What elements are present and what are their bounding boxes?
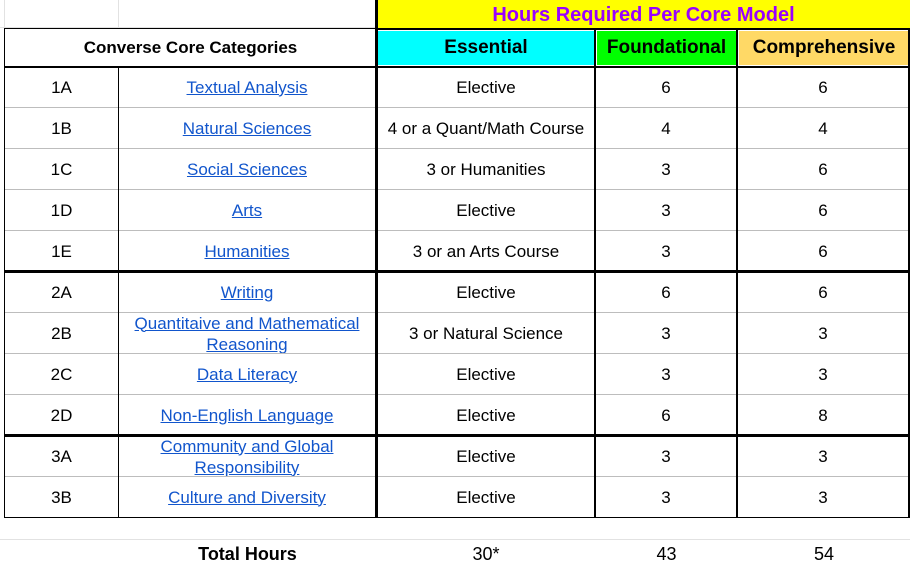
row-foundational-value[interactable]: 6: [661, 77, 671, 97]
row-foundational-value[interactable]: 3: [661, 159, 671, 179]
border-line: [376, 28, 910, 30]
gridline: [4, 0, 5, 28]
row-essential-value[interactable]: 3 or Natural Science: [408, 323, 564, 343]
row-category-link[interactable]: Textual Analysis: [186, 77, 308, 97]
total-hours-label[interactable]: Total Hours: [198, 543, 297, 564]
row-category-link[interactable]: Non-English Language: [160, 405, 334, 425]
row-comprehensive-value[interactable]: 6: [818, 241, 828, 261]
row-essential-value[interactable]: Elective: [456, 77, 516, 97]
row-foundational-value[interactable]: 3: [661, 323, 671, 343]
row-category-link[interactable]: Humanities: [204, 241, 290, 261]
essential-header[interactable]: Essential: [378, 31, 594, 65]
row-comprehensive-value[interactable]: 6: [818, 200, 828, 220]
row-category-link[interactable]: Natural Sciences: [182, 118, 312, 138]
row-foundational-value[interactable]: 3: [661, 487, 671, 507]
row-comprehensive-value[interactable]: 4: [818, 118, 828, 138]
row-foundational-value[interactable]: 3: [661, 364, 671, 384]
row-essential-value[interactable]: Elective: [456, 200, 516, 220]
row-foundational-value[interactable]: 3: [661, 200, 671, 220]
foundational-header[interactable]: Foundational: [597, 31, 736, 65]
row-category-link[interactable]: Arts: [231, 200, 263, 220]
row-essential-value[interactable]: 3 or Humanities: [426, 159, 546, 179]
row-comprehensive-value[interactable]: 3: [818, 364, 828, 384]
row-category-link[interactable]: Writing: [220, 282, 274, 302]
row-comprehensive-value[interactable]: 3: [818, 446, 828, 466]
row-category-link[interactable]: Data Literacy: [196, 364, 298, 384]
row-code[interactable]: 2B: [51, 323, 72, 343]
row-foundational-value[interactable]: 6: [661, 282, 671, 302]
row-code[interactable]: 1E: [51, 241, 72, 261]
row-code[interactable]: 2A: [51, 282, 72, 302]
row-essential-value[interactable]: Elective: [456, 446, 516, 466]
border-line: [4, 28, 376, 29]
super-title[interactable]: Hours Required Per Core Model: [377, 0, 910, 29]
row-code[interactable]: 2C: [50, 364, 73, 384]
row-category-link[interactable]: Quantitaive and Mathematical Reasoning: [134, 313, 360, 354]
row-foundational-value[interactable]: 4: [661, 118, 671, 138]
row-essential-value[interactable]: Elective: [456, 364, 516, 384]
row-essential-value[interactable]: 3 or an Arts Course: [412, 241, 560, 261]
border-line: [375, 0, 378, 518]
row-category-link[interactable]: Culture and Diversity: [168, 487, 326, 507]
row-code[interactable]: 1A: [51, 77, 72, 97]
comprehensive-header[interactable]: Comprehensive: [739, 31, 909, 65]
row-comprehensive-value[interactable]: 6: [818, 159, 828, 179]
border-line: [4, 517, 910, 518]
row-code[interactable]: 3A: [51, 446, 72, 466]
categories-header[interactable]: Converse Core Categories: [83, 38, 298, 57]
row-essential-value[interactable]: Elective: [456, 282, 516, 302]
row-foundational-value[interactable]: 3: [661, 241, 671, 261]
row-essential-value[interactable]: Elective: [456, 487, 516, 507]
row-category-link[interactable]: Community and Global Responsibility: [160, 436, 334, 477]
row-comprehensive-value[interactable]: 8: [818, 405, 828, 425]
border-line: [118, 67, 119, 518]
border-line: [4, 270, 910, 273]
total-comprehensive[interactable]: 54: [813, 543, 835, 564]
border-line: [4, 66, 910, 68]
row-comprehensive-value[interactable]: 3: [818, 323, 828, 343]
row-code[interactable]: 3B: [51, 487, 72, 507]
row-category-link[interactable]: Social Sciences: [186, 159, 307, 179]
border-line: [736, 29, 738, 518]
row-essential-value[interactable]: 4 or a Quant/Math Course: [387, 118, 585, 138]
gridline: [118, 0, 119, 28]
row-code[interactable]: 1D: [50, 200, 73, 220]
border-line: [4, 28, 5, 518]
row-comprehensive-value[interactable]: 6: [818, 77, 828, 97]
row-comprehensive-value[interactable]: 6: [818, 282, 828, 302]
border-line: [594, 29, 596, 518]
row-code[interactable]: 1B: [51, 118, 72, 138]
total-foundational[interactable]: 43: [656, 543, 677, 564]
row-comprehensive-value[interactable]: 3: [818, 487, 828, 507]
row-foundational-value[interactable]: 3: [661, 446, 671, 466]
row-foundational-value[interactable]: 6: [661, 405, 671, 425]
total-essential[interactable]: 30*: [472, 543, 500, 564]
row-code[interactable]: 1C: [50, 159, 73, 179]
row-essential-value[interactable]: Elective: [456, 405, 516, 425]
row-code[interactable]: 2D: [50, 405, 73, 425]
border-line: [4, 434, 910, 437]
